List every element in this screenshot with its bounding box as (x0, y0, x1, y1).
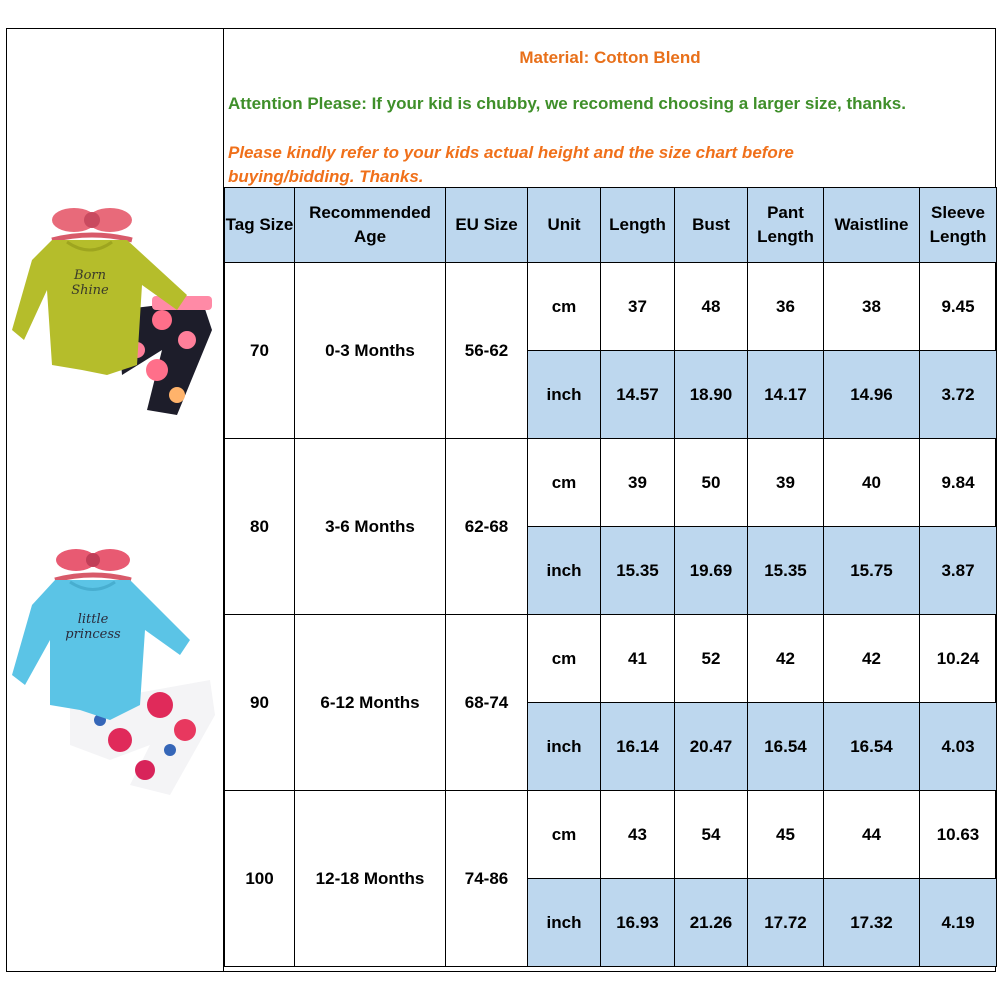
headband-icon (55, 549, 131, 580)
pant-length-cell: 15.35 (748, 527, 824, 615)
table-row (225, 439, 997, 527)
sleeve-length-cell: 4.03 (920, 703, 997, 791)
eu-size-cell: 74-86 (446, 791, 528, 967)
table-row (225, 615, 997, 703)
length-cell: 14.57 (601, 351, 675, 439)
sleeve-length-cell: 10.24 (920, 615, 997, 703)
unit-cell: cm (528, 615, 601, 703)
bust-cell: 19.69 (675, 527, 748, 615)
onesie-print-born-shine: Born Shine (71, 268, 109, 298)
pant-length-cell: 42 (748, 615, 824, 703)
pant-length-cell: 16.54 (748, 703, 824, 791)
unit-cell: inch (528, 879, 601, 967)
age-cell: 6-12 Months (295, 615, 446, 791)
header-row (225, 188, 997, 263)
unit-cell: cm (528, 439, 601, 527)
eu-size-cell: 62-68 (446, 439, 528, 615)
table-row (225, 791, 997, 879)
attention-note: Attention Please: If your kid is chubby, we recomend choosing a larger size, thanks. (228, 94, 906, 113)
header-sleeve-length: Sleeve Length (920, 188, 997, 263)
header-eu-size: EU Size (446, 188, 528, 263)
sleeve-length-cell: 9.84 (920, 439, 997, 527)
sleeve-length-cell: 9.45 (920, 263, 997, 351)
blue-outfit-image (10, 545, 220, 800)
product-image-panel (6, 28, 224, 972)
age-cell: 12-18 Months (295, 791, 446, 967)
pant-length-cell: 14.17 (748, 351, 824, 439)
waistline-cell: 38 (824, 263, 920, 351)
header-unit: Unit (528, 188, 601, 263)
sleeve-length-cell: 3.87 (920, 527, 997, 615)
header-recommended-age: Recommended Age (295, 188, 446, 263)
size-chart-table (224, 187, 997, 967)
waistline-cell: 42 (824, 615, 920, 703)
header-bust: Bust (675, 188, 748, 263)
bust-cell: 20.47 (675, 703, 748, 791)
header-waistline: Waistline (824, 188, 920, 263)
length-cell: 43 (601, 791, 675, 879)
header-length: Length (601, 188, 675, 263)
tag-size-cell: 100 (225, 791, 295, 967)
age-cell: 3-6 Months (295, 439, 446, 615)
sleeve-length-cell: 10.63 (920, 791, 997, 879)
sleeve-length-cell: 3.72 (920, 351, 997, 439)
length-cell: 16.93 (601, 879, 675, 967)
pant-length-cell: 45 (748, 791, 824, 879)
tag-size-cell: 80 (225, 439, 295, 615)
bust-cell: 52 (675, 615, 748, 703)
bust-cell: 18.90 (675, 351, 748, 439)
table-row (225, 263, 997, 351)
bust-cell: 54 (675, 791, 748, 879)
length-cell: 39 (601, 439, 675, 527)
age-cell: 0-3 Months (295, 263, 446, 439)
length-cell: 15.35 (601, 527, 675, 615)
bust-cell: 21.26 (675, 879, 748, 967)
tag-size-cell: 70 (225, 263, 295, 439)
pant-length-cell: 39 (748, 439, 824, 527)
waistline-cell: 15.75 (824, 527, 920, 615)
waistline-cell: 16.54 (824, 703, 920, 791)
headband-icon (52, 208, 132, 240)
unit-cell: inch (528, 351, 601, 439)
header-pant-length: Pant Length (748, 188, 824, 263)
waistline-cell: 14.96 (824, 351, 920, 439)
bust-cell: 50 (675, 439, 748, 527)
onesie-print-little-princess: little princess (65, 612, 121, 642)
sleeve-length-cell: 4.19 (920, 879, 997, 967)
waistline-cell: 40 (824, 439, 920, 527)
info-section (224, 28, 996, 188)
waistline-cell: 17.32 (824, 879, 920, 967)
length-cell: 41 (601, 615, 675, 703)
unit-cell: cm (528, 263, 601, 351)
eu-size-cell: 68-74 (446, 615, 528, 791)
header-tag-size: Tag Size (225, 188, 295, 263)
size-chart-note: Please kindly refer to your kids actual height and the size chart before buying/bidding. Thanks. (228, 143, 794, 186)
unit-cell: cm (528, 791, 601, 879)
length-cell: 37 (601, 263, 675, 351)
eu-size-cell: 56-62 (446, 263, 528, 439)
pant-length-cell: 36 (748, 263, 824, 351)
length-cell: 16.14 (601, 703, 675, 791)
waistline-cell: 44 (824, 791, 920, 879)
material-text: Material: Cotton Blend (519, 48, 701, 67)
tag-size-cell: 90 (225, 615, 295, 791)
unit-cell: inch (528, 703, 601, 791)
bust-cell: 48 (675, 263, 748, 351)
unit-cell: inch (528, 527, 601, 615)
green-outfit-image (12, 200, 217, 420)
pant-length-cell: 17.72 (748, 879, 824, 967)
